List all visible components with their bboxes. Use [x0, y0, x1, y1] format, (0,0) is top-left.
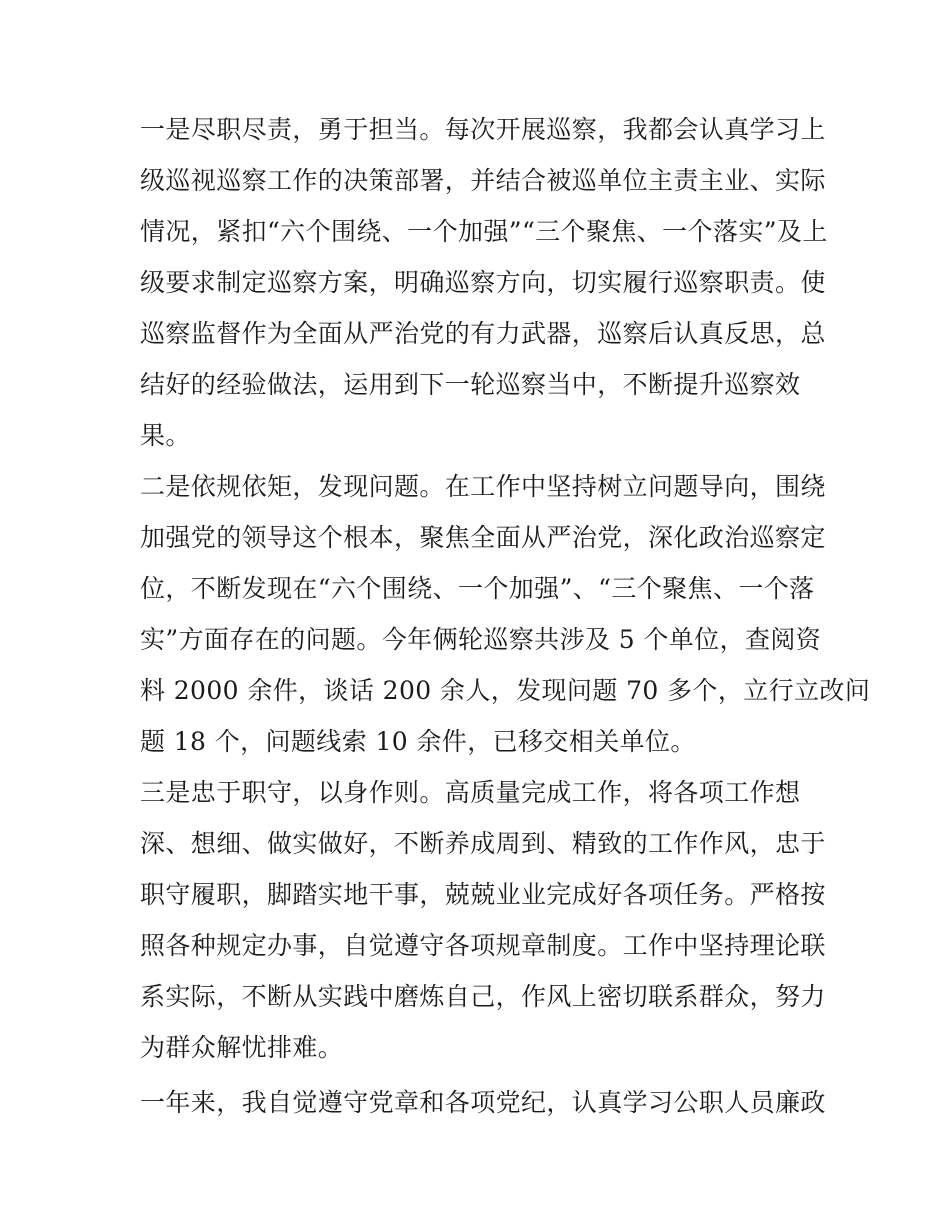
text-line: 一是尽职尽责，勇于担当。每次开展巡察，我都会认真学习上 — [140, 115, 826, 144]
text-line: 系实际，不断从实践中磨炼自己，作风上密切联系群众，努力 — [140, 982, 826, 1011]
text-line: 一年来，我自觉遵守党章和各项党纪，认真学习公职人员廉政 — [140, 1088, 826, 1117]
text-line: 二是依规依矩，发现问题。在工作中坚持树立问题导向，围绕 — [140, 472, 826, 501]
text-line: 照各种规定办事，自觉遵守各项规章制度。工作中坚持理论联 — [140, 931, 826, 960]
paragraph-duty — [140, 104, 828, 461]
text-line: 级巡视巡察工作的决策部署，并结合被巡单位主责主业、实际 — [140, 166, 826, 195]
paragraph-year-summary — [140, 1077, 826, 1128]
text-line: 题 18 个，问题线索 10 余件，已移交相关单位。 — [140, 727, 696, 756]
text-line: 情况，紧扣“六个围绕、一个加强”“三个聚焦、一个落实”及上 — [140, 217, 828, 246]
text-line: 为群众解忧排难。 — [140, 1033, 344, 1062]
text-line: 果。 — [140, 421, 191, 450]
paragraph-rules — [140, 461, 871, 767]
text-line: 位，不断发现在“六个围绕、一个加强”、“三个聚焦、一个落 — [140, 574, 815, 603]
text-line: 三是忠于职守，以身作则。高质量完成工作，将各项工作想 — [140, 778, 801, 807]
text-line: 实”方面存在的问题。今年俩轮巡察共涉及 5 个单位，查阅资 — [140, 625, 822, 654]
document-body — [140, 104, 871, 1128]
text-line: 加强党的领导这个根本，聚焦全面从严治党，深化政治巡察定 — [140, 523, 826, 552]
text-line: 巡察监督作为全面从严治党的有力武器，巡察后认真反思，总 — [140, 319, 826, 348]
paragraph-loyalty — [140, 767, 826, 1073]
text-line: 深、想细、做实做好，不断养成周到、精致的工作作风，忠于 — [140, 829, 826, 858]
text-line: 料 2000 余件，谈话 200 余人，发现问题 70 多个，立行立改问 — [140, 676, 871, 705]
text-line: 职守履职，脚踏实地干事，兢兢业业完成好各项任务。严格按 — [140, 880, 826, 909]
text-line: 级要求制定巡察方案，明确巡察方向，切实履行巡察职责。使 — [140, 268, 826, 297]
text-line: 结好的经验做法，运用到下一轮巡察当中，不断提升巡察效 — [140, 370, 801, 399]
